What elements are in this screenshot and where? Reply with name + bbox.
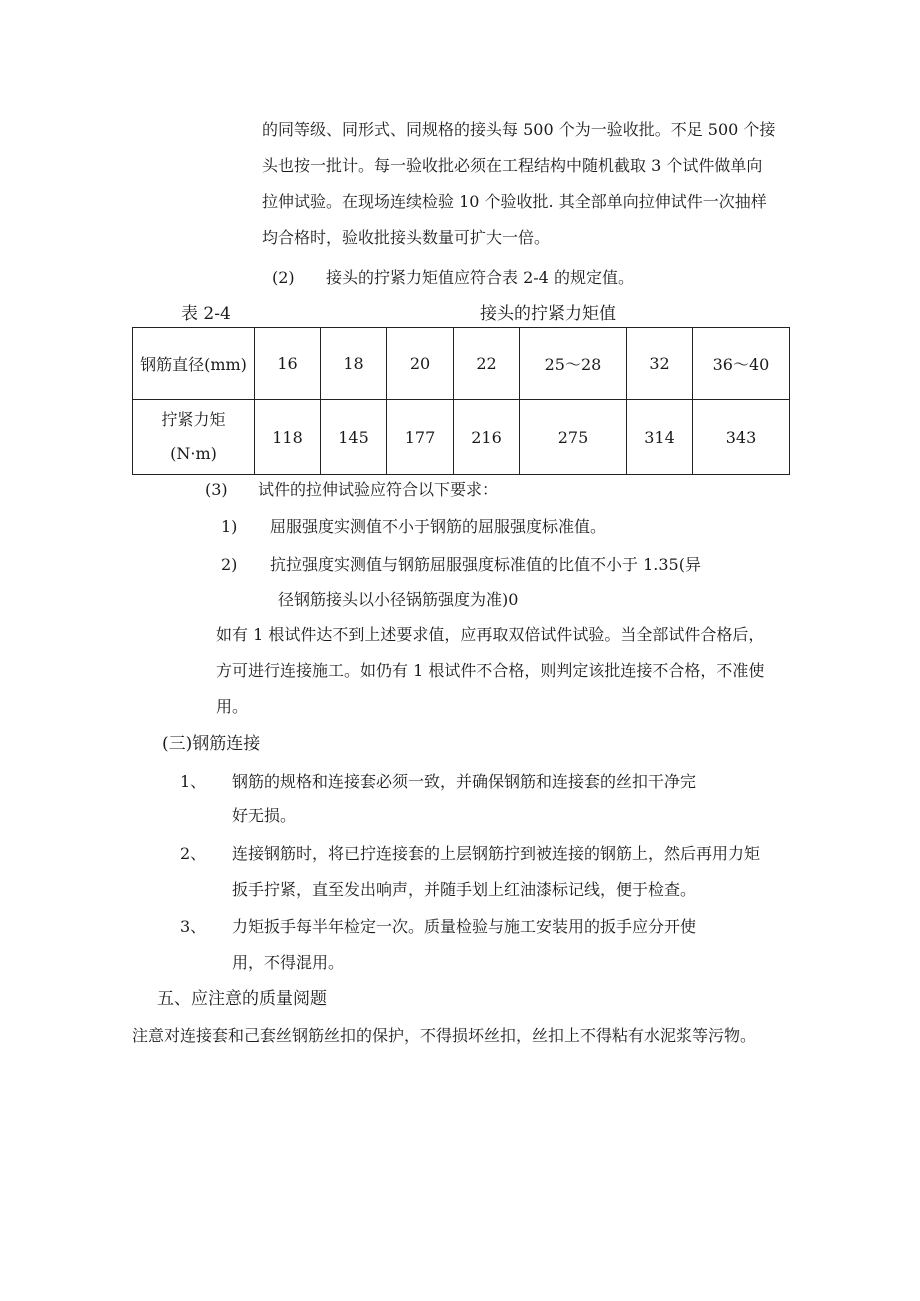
torque-cell: 177 <box>387 400 454 475</box>
paragraph-line: 均合格时，验收批接头数量可扩大一倍。 <box>262 228 551 247</box>
row-header-diameter: 钢筋直径(mm) <box>133 328 255 400</box>
torque-cell: 275 <box>520 400 627 475</box>
table-row-diameter <box>133 328 790 400</box>
section-5-title: 五、应注意的质量阅题 <box>157 989 327 1009</box>
torque-cell: 314 <box>627 400 693 475</box>
row-header-torque <box>133 400 255 475</box>
item-2-text: 接头的拧紧力矩值应符合表 2-4 的规定值。 <box>326 268 634 287</box>
paragraph-line: 拉伸试验。在现场连续检验 10 个验收批. 其全部单向拉伸试件一次抽样 <box>262 192 767 211</box>
sub-2-text-line2: 径钢筋接头以小径锅筋强度为准)0 <box>278 590 519 609</box>
section-3-title: (三)钢筋连接 <box>162 734 261 754</box>
torque-header-line1: 拧紧力矩 <box>161 410 226 429</box>
sub-1-number: 1) <box>221 517 238 536</box>
item-2-number: (2) <box>272 268 295 287</box>
table-label: 表 2-4 <box>181 304 231 324</box>
step-2-number: 2、 <box>180 844 207 863</box>
torque-cell: 343 <box>693 400 790 475</box>
diameter-cell: 22 <box>454 328 520 400</box>
step-1-number: 1、 <box>180 772 207 791</box>
step-2-line1: 连接钢筋时，将已拧连接套的上层钢筋拧到被连接的钢筋上，然后再用力矩 <box>232 844 761 863</box>
table-row-torque <box>133 400 790 475</box>
torque-cell: 145 <box>321 400 387 475</box>
retest-line: 方可进行连接施工。如仍有 1 根试件不合格，则判定该批连接不合格，不准使 <box>216 661 765 680</box>
torque-header-line2: (N·m) <box>170 444 217 463</box>
torque-cell: 118 <box>255 400 321 475</box>
retest-line: 用。 <box>216 697 249 716</box>
retest-line: 如有 1 根试件达不到上述要求值，应再取双倍试件试验。当全部试件合格后， <box>216 625 765 644</box>
torque-cell: 216 <box>454 400 520 475</box>
sub-2-text-line1: 抗拉强度实测值与钢筋屈服强度标准值的比值不小于 1.35(异 <box>270 555 701 574</box>
item-3-number: (3) <box>205 480 228 499</box>
step-1-line2: 好无损。 <box>232 806 297 825</box>
step-3-line2: 用，不得混用。 <box>232 953 345 972</box>
sub-1-text: 屈服强度实测值不小于钢筋的屈服强度标准值。 <box>270 517 607 536</box>
table-title: 接头的拧紧力矩值 <box>480 304 616 324</box>
sub-2-number: 2) <box>221 555 238 574</box>
paragraph-line: 头也按一批计。每一验收批必须在工程结构中随机截取 3 个试件做单向 <box>262 156 763 175</box>
torque-table <box>132 327 790 475</box>
diameter-cell: 18 <box>321 328 387 400</box>
diameter-cell: 36～40 <box>693 328 790 400</box>
diameter-cell: 25～28 <box>520 328 627 400</box>
step-1-line1: 钢筋的规格和连接套必须一致，并确保钢筋和连接套的丝扣干净完 <box>232 772 697 791</box>
diameter-cell: 20 <box>387 328 454 400</box>
step-2-line2: 扳手拧紧，直至发出响声，并随手划上红油漆标记线，便于检查。 <box>232 880 697 899</box>
final-note: 注意对连接套和己套丝钢筋丝扣的保护，不得损坏丝扣，丝扣上不得粘有水泥浆等污物。 <box>132 1026 757 1045</box>
item-3-text: 试件的拉伸试验应符合以下要求： <box>258 480 499 499</box>
step-3-line1: 力矩扳手每半年检定一次。质量检验与施工安装用的扳手应分开使 <box>232 917 697 936</box>
diameter-cell: 32 <box>627 328 693 400</box>
paragraph-line: 的同等级、同形式、同规格的接头每 500 个为一验收批。不足 500 个接 <box>262 120 776 139</box>
step-3-number: 3、 <box>180 917 207 936</box>
diameter-cell: 16 <box>255 328 321 400</box>
